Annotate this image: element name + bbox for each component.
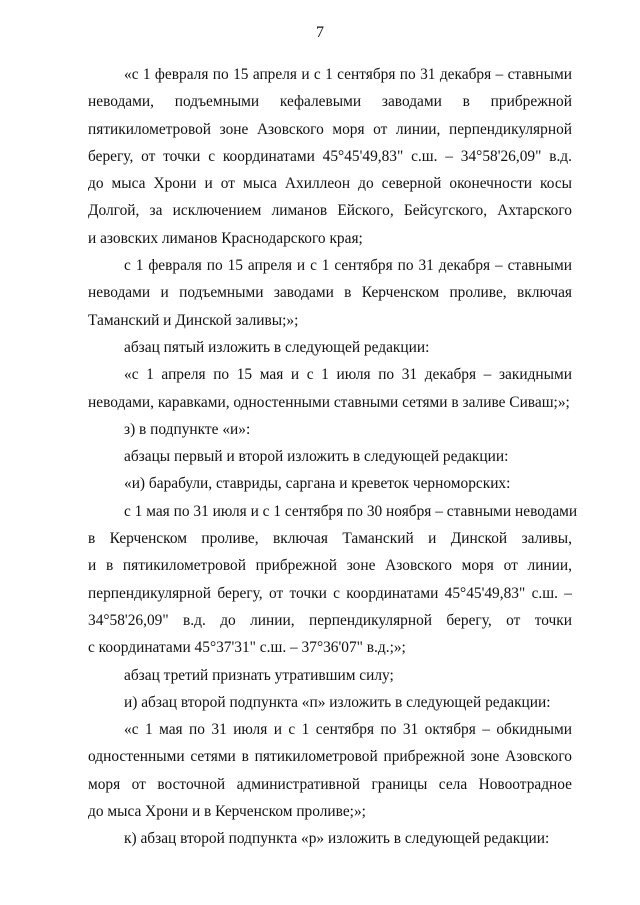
text-line: с координатами 45°37'31" с.ш. – 37°36'07" в.д.;»; — [88, 639, 406, 657]
text-line: «с 1 апреля по 15 мая и с 1 июля по 31 декабря – закидными — [124, 366, 572, 384]
text-line: и) абзац второй подпункта «п» изложить в следующей редакции: — [124, 693, 551, 711]
text-line: Долгой, за исключением лиманов Ейского, Бейсугского, Ахтарского — [88, 202, 572, 220]
text-line: в Керченском проливе, включая Таманский и Динской заливы, — [88, 530, 572, 548]
text-line: до мыса Хрони и от мыса Ахиллеон до северной оконечности косы — [88, 175, 572, 193]
text-line: «и) барабули, ставриды, саргана и креветок черноморских: — [124, 475, 511, 493]
text-line: пятикилометровой зоне Азовского моря от линии, перпендикулярной — [88, 120, 572, 138]
text-line: «с 1 февраля по 15 апреля и с 1 сентября по 31 декабря – ставными — [124, 66, 572, 83]
paragraph — [88, 470, 572, 497]
paragraph — [88, 662, 572, 689]
paragraph — [88, 416, 572, 443]
paragraph — [88, 361, 572, 416]
text-line: «с 1 мая по 31 июля и с 1 сентября по 31 октября – обкидными — [124, 721, 572, 739]
text-line: с 1 мая по 31 июля и с 1 сентября по 30 ноября – ставными неводами — [124, 502, 578, 520]
text-line: неводами и подъемными заводами в Керченском проливе, включая — [88, 284, 572, 302]
text-line: моря от восточной административной границы села Новоотрадное — [88, 775, 572, 793]
paragraph — [88, 334, 572, 361]
text-line: Таманский и Динской заливы;»; — [88, 311, 299, 329]
text-line: абзац пятый изложить в следующей редакции: — [124, 338, 430, 356]
text-line: абзацы первый и второй изложить в следующей редакции: — [124, 448, 509, 466]
paragraph — [88, 61, 572, 252]
text-line: к) абзац второй подпункта «р» изложить в следующей редакции: — [124, 830, 550, 848]
paragraph — [88, 689, 572, 716]
paragraph — [88, 716, 572, 825]
text-line: берегу, от точки с координатами 45°45'49,83" с.ш. – 34°58'26,09" в.д. — [88, 147, 572, 165]
paragraph — [88, 443, 572, 470]
text-line: перпендикулярной берегу, от точки с координатами 45°45'49,83" с.ш. – — [88, 584, 572, 602]
text-line: и азовских лиманов Краснодарского края; — [88, 229, 363, 247]
text-line: с 1 февраля по 15 апреля и с 1 сентября по 31 декабря – ставными — [124, 257, 572, 275]
document-body — [88, 61, 578, 853]
paragraph — [88, 825, 572, 852]
text-line: з) в подпункте «и»: — [124, 420, 251, 438]
paragraph — [88, 498, 578, 662]
page-number: 7 — [316, 24, 324, 41]
text-line: неводами, каравками, одностенными ставными сетями в заливе Сиваш;»; — [88, 393, 570, 411]
text-line: до мыса Хрони и в Керченском проливе;»; — [88, 803, 366, 821]
paragraph — [88, 252, 572, 334]
text-line: абзац третий признать утратившим силу; — [124, 666, 394, 684]
text-line: 34°58'26,09" в.д. до линии, перпендикулярной берегу, от точки — [88, 611, 572, 629]
text-line: одностенными сетями в пятикилометровой прибрежной зоне Азовского — [88, 748, 572, 766]
text-line: неводами, подъемными кефалевыми заводами в прибрежной — [88, 93, 572, 111]
text-line: и в пятикилометровой прибрежной зоне Азовского моря от линии, — [88, 557, 572, 575]
